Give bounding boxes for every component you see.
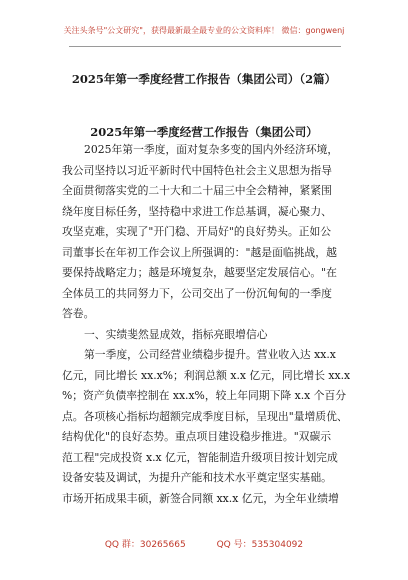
footer-contact [0, 537, 408, 550]
body-line: 2025年第一季度，面对复杂多变的国内外经济环境， [84, 143, 339, 156]
body-line: 绕年度目标任务，坚持稳中求进工作总基调，凝心聚力、 [62, 204, 332, 218]
body-line: 点。各项核心指标均超额完成季度目标，呈现出"量增质优、 [62, 409, 348, 423]
body-line: 亿元，同比增长 xx.x%；利润总额 x.x 亿元，同比增长 xx.x [62, 368, 351, 382]
body-line: 结构优化"的良好态势。重点项目建设稳步推进。"双碳示 [62, 430, 332, 443]
section-title: 2025年第一季度经营工作报告（集团公司） [90, 125, 318, 139]
body-line: 要保持战略定力；越是环境复杂，越要坚定发展信心。"在 [62, 266, 337, 279]
footer-qq-number: QQ 号：535304092 [216, 540, 304, 550]
body-line: 我公司坚持以习近平新时代中国特色社会主义思想为指导 [62, 163, 332, 177]
body-line: 全体员工的共同努力下，公司交出了一份沉甸甸的一季度 [62, 286, 332, 300]
section-heading: 一、实绩斐然显成效，指标亮眼增信心 [84, 327, 268, 341]
body-line: 范工程"完成投资 x.x 亿元，智能制造升级项目按计划完成 [62, 450, 338, 464]
header-banner: 关注头条号"公文研究"，获得最新最全最专业的公文资料库！ 微信：gongwenj [63, 26, 345, 35]
body-line: 第一季度，公司经营业绩稳步提升。营业收入达 xx.x [84, 348, 336, 361]
body-line: %；资产负债率控制在 xx.x%，较上年同期下降 x.x 个百分 [62, 389, 347, 402]
body-line: 设备安装及调试，为提升产能和技术水平奠定坚实基础。 [62, 471, 332, 484]
body-line: 答卷。 [62, 307, 95, 320]
body-line: 市场开拓成果丰硕，新签合同额 xx.x 亿元，为全年业绩增 [62, 491, 339, 505]
document-title: 2025年第一季度经营工作报告（集团公司）（2篇） [71, 72, 337, 86]
body-line: 全面贯彻落实党的二十大和二十届三中全会精神，紧紧围 [62, 184, 332, 197]
footer-qq-group: QQ 群：30265665 [104, 540, 186, 550]
document-body [62, 140, 350, 509]
body-line: 攻坚克难，实现了"开门稳、开局好"的良好势头。正如公 [62, 225, 332, 238]
header-divider [69, 46, 341, 47]
body-line: 司董事长在年初工作会议上所强调的："越是面临挑战，越 [62, 245, 337, 259]
